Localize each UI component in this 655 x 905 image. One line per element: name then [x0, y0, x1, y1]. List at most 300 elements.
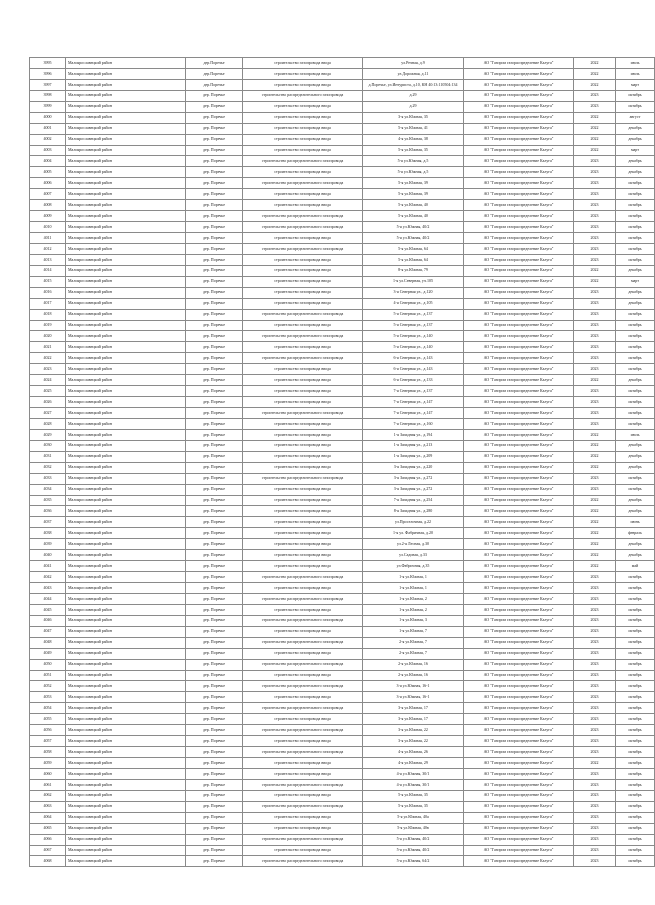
district-cell: Малоярославецкий район [66, 539, 186, 550]
work-type-cell: строительство газопровода ввода [243, 233, 363, 244]
organization-cell: АО "Газпром газораспределение Калуга" [464, 211, 574, 222]
settlement-cell: дер. Поречье [186, 528, 243, 539]
settlement-cell: дер. Поречье [186, 758, 243, 769]
work-type-cell: строительство газопровода ввода [243, 768, 363, 779]
year-cell: 2023 [574, 736, 616, 747]
address-cell: 3-я Западная ул., д.272 [363, 484, 464, 495]
row-number-cell: 4018 [30, 309, 66, 320]
month-cell: октябрь [616, 801, 655, 812]
work-type-cell: строительство газопровода ввода [243, 287, 363, 298]
month-cell: октябрь [616, 331, 655, 342]
month-cell: октябрь [616, 101, 655, 112]
settlement-cell: дер. Поречье [186, 626, 243, 637]
table-row [30, 254, 655, 265]
table-row [30, 189, 655, 200]
month-cell: октябрь [616, 309, 655, 320]
month-cell: октябрь [616, 812, 655, 823]
settlement-cell: дер. Поречье [186, 233, 243, 244]
month-cell: декабрь [616, 451, 655, 462]
organization-cell: АО "Газпром газораспределение Калуга" [464, 101, 574, 112]
settlement-cell: дер. Поречье [186, 747, 243, 758]
month-cell: октябрь [616, 659, 655, 670]
district-cell: Малоярославецкий район [66, 692, 186, 703]
settlement-cell: дер. Поречье [186, 112, 243, 123]
year-cell: 2023 [574, 364, 616, 375]
address-cell: 5-я ул.Южная, 40/2 [363, 845, 464, 856]
address-cell: 5-я ул.Южная, 39 [363, 178, 464, 189]
work-type-cell: строительство газопровода ввода [243, 134, 363, 145]
settlement-cell: дер. Поречье [186, 736, 243, 747]
table-row [30, 123, 655, 134]
row-number-cell: 4042 [30, 572, 66, 583]
district-cell: Малоярославецкий район [66, 90, 186, 101]
row-number-cell: 4005 [30, 167, 66, 178]
organization-cell: АО "Газпром газораспределение Калуга" [464, 90, 574, 101]
organization-cell: АО "Газпром газораспределение Калуга" [464, 123, 574, 134]
row-number-cell: 4016 [30, 287, 66, 298]
table-row [30, 320, 655, 331]
year-cell: 2023 [574, 178, 616, 189]
work-type-cell: строительство распределительного газопровода [243, 572, 363, 583]
table-row [30, 834, 655, 845]
work-type-cell: строительство газопровода ввода [243, 375, 363, 386]
address-cell: 5-я ул.Южная, 64/2 [363, 856, 464, 867]
settlement-cell: дер. Поречье [186, 692, 243, 703]
table-row [30, 703, 655, 714]
year-cell: 2022 [574, 145, 616, 156]
organization-cell: АО "Газпром газораспределение Калуга" [464, 68, 574, 79]
settlement-cell: дер. Поречье [186, 801, 243, 812]
organization-cell: АО "Газпром газораспределение Калуга" [464, 790, 574, 801]
work-type-cell: строительство распределительного газопровода [243, 779, 363, 790]
work-type-cell: строительство газопровода ввода [243, 462, 363, 473]
address-cell: 1-я ул.Южная, 2 [363, 593, 464, 604]
year-cell: 2022 [574, 68, 616, 79]
work-type-cell: строительство газопровода ввода [243, 583, 363, 594]
row-number-cell: 4035 [30, 495, 66, 506]
year-cell: 2023 [574, 703, 616, 714]
row-number-cell: 4053 [30, 692, 66, 703]
row-number-cell: 4046 [30, 615, 66, 626]
month-cell: август [616, 112, 655, 123]
month-cell: октябрь [616, 583, 655, 594]
table-row [30, 309, 655, 320]
table-row [30, 736, 655, 747]
address-cell: ул.Речная, д.9 [363, 58, 464, 69]
district-cell: Малоярославецкий район [66, 768, 186, 779]
works-table [29, 57, 655, 867]
settlement-cell: дер. Поречье [186, 243, 243, 254]
district-cell: Малоярославецкий район [66, 79, 186, 90]
district-cell: Малоярославецкий район [66, 276, 186, 287]
table-row [30, 440, 655, 451]
month-cell: июнь [616, 517, 655, 528]
year-cell: 2022 [574, 517, 616, 528]
month-cell: декабрь [616, 287, 655, 298]
row-number-cell: 4032 [30, 462, 66, 473]
settlement-cell: дер. Поречье [186, 178, 243, 189]
table-row [30, 375, 655, 386]
row-number-cell: 4056 [30, 725, 66, 736]
district-cell: Малоярославецкий район [66, 222, 186, 233]
district-cell: Малоярославецкий район [66, 528, 186, 539]
table-row [30, 342, 655, 353]
organization-cell: АО "Газпром газораспределение Калуга" [464, 462, 574, 473]
year-cell: 2022 [574, 451, 616, 462]
year-cell: 2023 [574, 670, 616, 681]
row-number-cell: 4055 [30, 714, 66, 725]
row-number-cell: 3995 [30, 58, 66, 69]
settlement-cell: дер. Поречье [186, 484, 243, 495]
settlement-cell: дер. Поречье [186, 90, 243, 101]
organization-cell: АО "Газпром газораспределение Калуга" [464, 528, 574, 539]
settlement-cell: дер. Поречье [186, 506, 243, 517]
year-cell: 2022 [574, 495, 616, 506]
row-number-cell: 4009 [30, 211, 66, 222]
district-cell: Малоярославецкий район [66, 703, 186, 714]
organization-cell: АО "Газпром газораспределение Калуга" [464, 331, 574, 342]
settlement-cell: дер. Поречье [186, 211, 243, 222]
organization-cell: АО "Газпром газораспределение Калуга" [464, 747, 574, 758]
settlement-cell: дер.Поречье [186, 58, 243, 69]
month-cell: октябрь [616, 408, 655, 419]
settlement-cell: дер. Поречье [186, 517, 243, 528]
district-cell: Малоярославецкий район [66, 681, 186, 692]
year-cell: 2023 [574, 845, 616, 856]
district-cell: Малоярославецкий район [66, 801, 186, 812]
organization-cell: АО "Газпром газораспределение Калуга" [464, 418, 574, 429]
address-cell: 5-я Северная ул., д.140 [363, 342, 464, 353]
table-row [30, 495, 655, 506]
organization-cell: АО "Газпром газораспределение Калуга" [464, 626, 574, 637]
district-cell: Малоярославецкий район [66, 178, 186, 189]
work-type-cell: строительство распределительного газопровода [243, 615, 363, 626]
row-number-cell: 4030 [30, 440, 66, 451]
address-cell: 5-я ул.Южная, 40/2 [363, 222, 464, 233]
table-row [30, 178, 655, 189]
district-cell: Малоярославецкий район [66, 364, 186, 375]
address-cell: 2-я ул.Южная, 7 [363, 637, 464, 648]
work-type-cell: строительство газопровода ввода [243, 320, 363, 331]
organization-cell: АО "Газпром газораспределение Калуга" [464, 845, 574, 856]
address-cell: 3-я Западная ул., д.220 [363, 462, 464, 473]
settlement-cell: дер. Поречье [186, 200, 243, 211]
row-number-cell: 4067 [30, 845, 66, 856]
district-cell: Малоярославецкий район [66, 101, 186, 112]
organization-cell: АО "Газпром газораспределение Калуга" [464, 703, 574, 714]
settlement-cell: дер. Поречье [186, 572, 243, 583]
address-cell: ул.2-я Лесная, д.30 [363, 539, 464, 550]
work-type-cell: строительство распределительного газопровода [243, 593, 363, 604]
year-cell: 2022 [574, 506, 616, 517]
table-row [30, 812, 655, 823]
table-row [30, 364, 655, 375]
work-type-cell: строительство газопровода ввода [243, 123, 363, 134]
settlement-cell: дер. Поречье [186, 418, 243, 429]
organization-cell: АО "Газпром газораспределение Калуга" [464, 714, 574, 725]
district-cell: Малоярославецкий район [66, 583, 186, 594]
month-cell: октябрь [616, 703, 655, 714]
year-cell: 2023 [574, 615, 616, 626]
organization-cell: АО "Газпром газораспределение Калуга" [464, 254, 574, 265]
work-type-cell: строительство газопровода ввода [243, 68, 363, 79]
organization-cell: АО "Газпром газораспределение Калуга" [464, 112, 574, 123]
settlement-cell: дер.Поречье [186, 79, 243, 90]
work-type-cell: строительство распределительного газопровода [243, 747, 363, 758]
organization-cell: АО "Газпром газораспределение Калуга" [464, 276, 574, 287]
table-row [30, 451, 655, 462]
month-cell: октябрь [616, 637, 655, 648]
row-number-cell: 4000 [30, 112, 66, 123]
month-cell: март [616, 145, 655, 156]
organization-cell: АО "Газпром газораспределение Калуга" [464, 178, 574, 189]
month-cell: октябрь [616, 648, 655, 659]
table-row [30, 386, 655, 397]
year-cell: 2023 [574, 233, 616, 244]
month-cell: октябрь [616, 736, 655, 747]
work-type-cell: строительство распределительного газопровода [243, 331, 363, 342]
address-cell: 4-я ул.Южная, 30/1 [363, 779, 464, 790]
month-cell: октябрь [616, 758, 655, 769]
organization-cell: АО "Газпром газораспределение Калуга" [464, 506, 574, 517]
row-number-cell: 4045 [30, 604, 66, 615]
organization-cell: АО "Газпром газораспределение Калуга" [464, 768, 574, 779]
address-cell: 3-я Северная ул., д.120 [363, 287, 464, 298]
district-cell: Малоярославецкий район [66, 758, 186, 769]
settlement-cell: дер. Поречье [186, 101, 243, 112]
work-type-cell: строительство газопровода ввода [243, 429, 363, 440]
address-cell: ул.Фабричная, д.35 [363, 561, 464, 572]
row-number-cell: 4023 [30, 364, 66, 375]
work-type-cell: строительство распределительного газопровода [243, 156, 363, 167]
month-cell: октябрь [616, 189, 655, 200]
address-cell: 8-я ул.Южная, 79 [363, 265, 464, 276]
address-cell: 4-я ул.Южная, 26 [363, 747, 464, 758]
table-row [30, 550, 655, 561]
work-type-cell: строительство распределительного газопровода [243, 681, 363, 692]
settlement-cell: дер. Поречье [186, 276, 243, 287]
work-type-cell: строительство распределительного газопровода [243, 90, 363, 101]
district-cell: Малоярославецкий район [66, 517, 186, 528]
address-cell: 7-я Северная ул., д.147 [363, 397, 464, 408]
district-cell: Малоярославецкий район [66, 856, 186, 867]
address-cell: д.Поречье, ул.Интуриста, д.10, КН 40:13:110504:134 [363, 79, 464, 90]
address-cell: 3-я ул.Южная, 35 [363, 112, 464, 123]
settlement-cell: дер. Поречье [186, 583, 243, 594]
address-cell: 1-я Западная ул., д.213 [363, 440, 464, 451]
organization-cell: АО "Газпром газораспределение Калуга" [464, 397, 574, 408]
organization-cell: АО "Газпром газораспределение Калуга" [464, 342, 574, 353]
work-type-cell: строительство газопровода ввода [243, 561, 363, 572]
work-type-cell: строительство газопровода ввода [243, 58, 363, 69]
address-cell: 7-я Северная ул., д.147 [363, 408, 464, 419]
organization-cell: АО "Газпром газораспределение Калуга" [464, 353, 574, 364]
settlement-cell: дер. Поречье [186, 561, 243, 572]
district-cell: Малоярославецкий район [66, 58, 186, 69]
organization-cell: АО "Газпром газораспределение Калуга" [464, 736, 574, 747]
year-cell: 2023 [574, 790, 616, 801]
settlement-cell: дер. Поречье [186, 834, 243, 845]
year-cell: 2023 [574, 309, 616, 320]
organization-cell: АО "Газпром газораспределение Калуга" [464, 189, 574, 200]
table-row [30, 462, 655, 473]
table-row [30, 648, 655, 659]
year-cell: 2023 [574, 484, 616, 495]
table-row [30, 408, 655, 419]
work-type-cell: строительство распределительного газопровода [243, 659, 363, 670]
district-cell: Малоярославецкий район [66, 408, 186, 419]
month-cell: декабрь [616, 539, 655, 550]
row-number-cell: 3998 [30, 90, 66, 101]
address-cell: 1-я ул.Южная, 3 [363, 615, 464, 626]
year-cell: 2023 [574, 856, 616, 867]
month-cell: октябрь [616, 397, 655, 408]
year-cell: 2023 [574, 604, 616, 615]
address-cell: 1-я ул. Фабричная, д.20 [363, 528, 464, 539]
work-type-cell: строительство газопровода ввода [243, 495, 363, 506]
address-cell: 4-я Северная ул., д.105 [363, 298, 464, 309]
work-type-cell: строительство газопровода ввода [243, 823, 363, 834]
table-row [30, 801, 655, 812]
table-row [30, 856, 655, 867]
address-cell: 5-я ул.Южная, 39 [363, 189, 464, 200]
work-type-cell: строительство распределительного газопровода [243, 801, 363, 812]
work-type-cell: строительство распределительного газопровода [243, 243, 363, 254]
settlement-cell: дер. Поречье [186, 659, 243, 670]
settlement-cell: дер. Поречье [186, 637, 243, 648]
district-cell: Малоярославецкий район [66, 298, 186, 309]
row-number-cell: 3999 [30, 101, 66, 112]
district-cell: Малоярославецкий район [66, 418, 186, 429]
row-number-cell: 4037 [30, 517, 66, 528]
settlement-cell: дер. Поречье [186, 648, 243, 659]
organization-cell: АО "Газпром газораспределение Калуга" [464, 648, 574, 659]
year-cell: 2023 [574, 747, 616, 758]
address-cell: 3-я ул.Южная, 16-1 [363, 692, 464, 703]
table-row [30, 211, 655, 222]
address-cell: 1-я ул.Северная, уч.105 [363, 276, 464, 287]
table-row [30, 528, 655, 539]
settlement-cell: дер. Поречье [186, 265, 243, 276]
organization-cell: АО "Газпром газораспределение Калуга" [464, 583, 574, 594]
district-cell: Малоярославецкий район [66, 790, 186, 801]
address-cell: 6-я Северная ул., д.143 [363, 353, 464, 364]
address-cell: 3-я ул.Южная, 16-1 [363, 681, 464, 692]
organization-cell: АО "Газпром газораспределение Калуга" [464, 812, 574, 823]
work-type-cell: строительство распределительного газопровода [243, 473, 363, 484]
address-cell: 7-я Северная ул., д.137 [363, 386, 464, 397]
organization-cell: АО "Газпром газораспределение Калуга" [464, 167, 574, 178]
year-cell: 2023 [574, 768, 616, 779]
work-type-cell: строительство газопровода ввода [243, 145, 363, 156]
row-number-cell: 4058 [30, 747, 66, 758]
year-cell: 2023 [574, 572, 616, 583]
settlement-cell: дер. Поречье [186, 309, 243, 320]
year-cell: 2023 [574, 626, 616, 637]
row-number-cell: 4014 [30, 265, 66, 276]
settlement-cell: дер. Поречье [186, 156, 243, 167]
settlement-cell: дер. Поречье [186, 768, 243, 779]
table-row [30, 747, 655, 758]
work-type-cell: строительство газопровода ввода [243, 845, 363, 856]
organization-cell: АО "Газпром газораспределение Калуга" [464, 517, 574, 528]
work-type-cell: строительство газопровода ввода [243, 200, 363, 211]
settlement-cell: дер. Поречье [186, 779, 243, 790]
district-cell: Малоярославецкий район [66, 375, 186, 386]
settlement-cell: дер. Поречье [186, 495, 243, 506]
district-cell: Малоярославецкий район [66, 68, 186, 79]
row-number-cell: 4063 [30, 801, 66, 812]
work-type-cell: строительство газопровода ввода [243, 736, 363, 747]
table-row [30, 331, 655, 342]
month-cell: декабрь [616, 156, 655, 167]
work-type-cell: строительство газопровода ввода [243, 418, 363, 429]
month-cell: октябрь [616, 856, 655, 867]
district-cell: Малоярославецкий район [66, 593, 186, 604]
table-row [30, 112, 655, 123]
month-cell: октябрь [616, 353, 655, 364]
work-type-cell: строительство распределительного газопровода [243, 834, 363, 845]
settlement-cell: дер. Поречье [186, 703, 243, 714]
address-cell: 2-я ул.Южная, 16 [363, 670, 464, 681]
work-type-cell: строительство распределительного газопровода [243, 178, 363, 189]
month-cell: октябрь [616, 484, 655, 495]
year-cell: 2023 [574, 254, 616, 265]
row-number-cell: 4029 [30, 429, 66, 440]
month-cell: октябрь [616, 692, 655, 703]
organization-cell: АО "Газпром газораспределение Калуга" [464, 539, 574, 550]
row-number-cell: 4028 [30, 418, 66, 429]
row-number-cell: 4017 [30, 298, 66, 309]
address-cell: 3-я Западная ул., д.272 [363, 473, 464, 484]
address-cell: 5-я ул.Южная, 41 [363, 123, 464, 134]
district-cell: Малоярославецкий район [66, 834, 186, 845]
year-cell: 2023 [574, 211, 616, 222]
address-cell: 7-я Северная ул., д.160 [363, 418, 464, 429]
settlement-cell: дер. Поречье [186, 298, 243, 309]
district-cell: Малоярославецкий район [66, 637, 186, 648]
organization-cell: АО "Газпром газораспределение Калуга" [464, 670, 574, 681]
district-cell: Малоярославецкий район [66, 386, 186, 397]
table-row [30, 681, 655, 692]
table-row [30, 561, 655, 572]
row-number-cell: 4041 [30, 561, 66, 572]
year-cell: 2023 [574, 801, 616, 812]
settlement-cell: дер. Поречье [186, 222, 243, 233]
table-row [30, 58, 655, 69]
organization-cell: АО "Газпром газораспределение Калуга" [464, 79, 574, 90]
table-row [30, 539, 655, 550]
row-number-cell: 4021 [30, 342, 66, 353]
row-number-cell: 4031 [30, 451, 66, 462]
address-cell: 1-я Западная ул., д.209 [363, 451, 464, 462]
year-cell: 2022 [574, 276, 616, 287]
year-cell: 2023 [574, 823, 616, 834]
year-cell: 2023 [574, 408, 616, 419]
year-cell: 2022 [574, 58, 616, 69]
organization-cell: АО "Газпром газораспределение Калуга" [464, 408, 574, 419]
table-row [30, 768, 655, 779]
month-cell: декабрь [616, 375, 655, 386]
district-cell: Малоярославецкий район [66, 736, 186, 747]
address-cell: 5-я ул.Южная, 40/2 [363, 834, 464, 845]
month-cell: июль [616, 58, 655, 69]
month-cell: октябрь [616, 211, 655, 222]
work-type-cell: строительство распределительного газопровода [243, 408, 363, 419]
table-row [30, 823, 655, 834]
district-cell: Малоярославецкий район [66, 156, 186, 167]
district-cell: Малоярославецкий район [66, 845, 186, 856]
